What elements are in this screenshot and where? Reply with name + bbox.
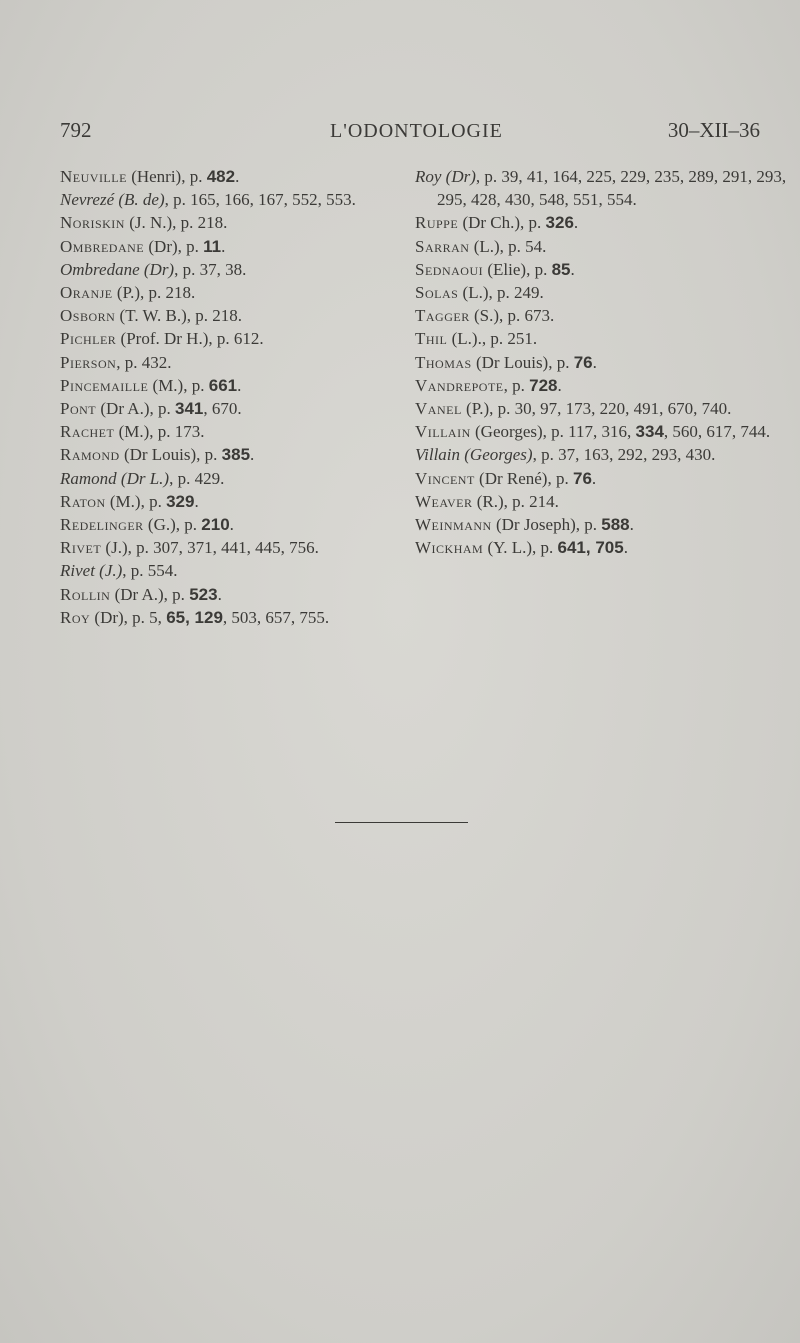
entry-pages-bold: 85 <box>551 259 571 279</box>
index-entry <box>60 397 400 420</box>
entry-name-italic: Villain (Georges) <box>415 445 533 465</box>
entry-pages: (Dr Louis), p. <box>119 445 222 465</box>
entry-pages-bold: 334 <box>635 422 664 442</box>
entry-pages-tail: . <box>237 375 242 395</box>
entry-name: Thil <box>415 329 448 349</box>
index-entry <box>415 467 795 490</box>
entry-pages: , p. 37, 163, 292, 293, 430. <box>532 445 716 465</box>
entry-pages: , p. <box>503 375 530 395</box>
index-column-right <box>415 165 795 559</box>
entry-name: Weinmann <box>415 515 492 535</box>
index-entry <box>60 490 400 513</box>
index-entry <box>60 513 400 536</box>
index-entry <box>60 420 400 443</box>
entry-name: Vanel <box>415 399 462 419</box>
entry-pages: (L.), p. 54. <box>469 236 547 256</box>
entry-pages: (Dr), p. <box>144 236 204 256</box>
entry-name: Pierson <box>60 352 117 372</box>
entry-pages-bold: 65, 129 <box>166 607 223 627</box>
index-entry <box>415 235 795 258</box>
index-entry <box>415 490 795 513</box>
index-entry <box>60 304 400 327</box>
entry-pages-tail: . <box>194 491 199 511</box>
entry-pages: (P.), p. 30, 97, 173, 220, 491, 670, 740. <box>461 399 732 419</box>
entry-pages-bold: 76 <box>572 468 592 488</box>
entry-name-italic: Nevrezé (B. de) <box>60 190 165 210</box>
entry-pages-tail: , 560, 617, 744. <box>663 422 771 442</box>
index-entry <box>415 420 795 443</box>
index-entry <box>60 281 400 304</box>
page-header <box>60 118 760 148</box>
index-entry <box>60 559 400 582</box>
entry-pages: (Dr René), p. <box>474 468 573 488</box>
index-entry <box>60 467 400 490</box>
entry-pages: (M.), p. 173. <box>114 422 205 442</box>
entry-pages: (M.), p. <box>148 375 209 395</box>
entry-pages-tail: . <box>235 167 240 186</box>
index-entry <box>415 536 795 559</box>
index-entry <box>60 258 400 281</box>
issue-date: 30–XII–36 <box>667 118 760 142</box>
entry-pages: (R.), p. 214. <box>472 491 559 511</box>
entry-pages-bold: 76 <box>573 352 593 372</box>
entry-pages: (L.)., p. 251. <box>447 329 538 349</box>
entry-pages: (Y. L.), p. <box>483 538 558 558</box>
entry-pages: , p. 165, 166, 167, 552, 553. <box>164 190 356 210</box>
entry-pages-tail: . <box>217 584 222 604</box>
entry-pages: (J.), p. 307, 371, 441, 445, 756. <box>101 538 319 558</box>
entry-name: Vincent <box>415 468 475 488</box>
entry-pages-bold: 11 <box>203 236 222 256</box>
entry-name-italic: Roy (Dr) <box>415 167 476 186</box>
entry-pages: (Elie), p. <box>483 259 552 279</box>
entry-pages: (G.), p. <box>143 515 202 535</box>
index-entry <box>415 443 795 466</box>
entry-name: Rachet <box>60 422 115 442</box>
entry-pages: (Dr), p. 5, <box>90 607 167 627</box>
index-entry <box>415 327 795 350</box>
index-entry <box>415 351 795 374</box>
entry-name: Oranje <box>60 283 113 303</box>
entry-name: Roy <box>60 607 91 627</box>
entry-pages-bold: 588 <box>601 515 630 535</box>
entry-pages-bold: 641, 705 <box>557 538 624 558</box>
index-entry <box>60 374 400 397</box>
entry-name: Neuville <box>60 167 127 186</box>
entry-name: Sarran <box>415 236 470 256</box>
entry-name-italic: Ombredane (Dr) <box>60 259 175 279</box>
entry-pages-bold: 210 <box>201 515 230 535</box>
entry-name: Sednaoui <box>415 259 484 279</box>
index-entry <box>60 188 400 211</box>
entry-pages: (Dr A.), p. <box>110 584 190 604</box>
entry-name: Osborn <box>60 306 116 326</box>
journal-title: L'ODONTOLOGIE <box>330 120 503 142</box>
index-entry <box>415 374 795 397</box>
entry-pages-tail: . <box>629 515 634 535</box>
entry-pages-bold: 385 <box>221 445 251 465</box>
index-entry <box>60 235 400 258</box>
entry-pages: (Henri), p. <box>126 167 207 186</box>
page-number: 792 <box>60 118 92 142</box>
entry-pages-tail: , 670. <box>203 399 242 419</box>
entry-name-italic: Rivet (J.) <box>60 561 123 581</box>
index-entry <box>60 583 400 606</box>
entry-name: Solas <box>415 283 459 303</box>
entry-pages-tail: . <box>570 259 575 279</box>
index-entry <box>415 165 795 211</box>
entry-pages-bold: 326 <box>545 213 574 233</box>
entry-pages-tail: . <box>557 375 562 395</box>
entry-pages-tail: . <box>250 445 255 465</box>
entry-pages-bold: 329 <box>166 491 195 511</box>
entry-name: Thomas <box>415 352 472 372</box>
entry-name: Pincemaille <box>60 375 149 395</box>
index-entry <box>415 211 795 234</box>
entry-name: Tagger <box>415 306 470 326</box>
index-entry <box>415 281 795 304</box>
index-column-left <box>60 165 400 629</box>
entry-pages: (J. N.), p. 218. <box>124 213 228 233</box>
entry-pages: (Dr A.), p. <box>96 399 175 419</box>
entry-name: Redelinger <box>60 515 144 535</box>
entry-pages: (L.), p. 249. <box>458 283 544 303</box>
index-entry <box>60 351 400 374</box>
index-entry <box>60 211 400 234</box>
entry-name: Weaver <box>415 491 473 511</box>
entry-pages: , p. 554. <box>122 561 178 581</box>
index-entry <box>60 165 400 188</box>
end-rule <box>335 822 468 823</box>
index-entry <box>60 443 400 466</box>
entry-pages: , p. 37, 38. <box>174 259 247 279</box>
index-entry <box>415 258 795 281</box>
entry-name: Rivet <box>60 538 102 558</box>
entry-name: Ramond <box>60 445 120 465</box>
index-entry <box>415 513 795 536</box>
entry-name: Ruppe <box>415 213 459 233</box>
entry-name: Pont <box>60 399 97 419</box>
entry-pages: , p. 429. <box>169 468 225 488</box>
index-entry <box>60 606 400 629</box>
entry-name: Villain <box>415 422 471 442</box>
entry-pages: (T. W. B.), p. 218. <box>115 306 243 326</box>
entry-pages: , p. 39, 41, 164, 225, 229, 235, 289, 291, 293, 295, 428, 430, 548, 551, 554. <box>437 167 787 210</box>
index-entry <box>60 327 400 350</box>
entry-pages: (P.), p. 218. <box>112 283 196 303</box>
entry-pages: (Georges), p. 117, 316, <box>470 422 636 442</box>
entry-name: Vandrepote <box>415 375 504 395</box>
entry-pages: (Dr Ch.), p. <box>458 213 546 233</box>
entry-name: Wickham <box>415 538 484 558</box>
entry-pages: (Dr Joseph), p. <box>491 515 602 535</box>
entry-name: Ombredane <box>60 236 145 256</box>
entry-pages-bold: 523 <box>189 584 218 604</box>
index-entry <box>415 304 795 327</box>
entry-pages-tail: . <box>623 538 628 558</box>
entry-pages: (M.), p. <box>105 491 167 511</box>
entry-pages: (S.), p. 673. <box>469 306 555 326</box>
entry-pages-tail: , 503, 657, 755. <box>222 607 330 627</box>
entry-name: Pichler <box>60 329 117 349</box>
index-entry <box>415 397 795 420</box>
entry-name-italic: Ramond (Dr L.) <box>60 468 170 488</box>
index-entry <box>60 536 400 559</box>
entry-pages-bold: 661 <box>208 375 238 395</box>
entry-name: Rollin <box>60 584 111 604</box>
entry-pages: (Dr Louis), p. <box>471 352 574 372</box>
entry-pages: , p. 432. <box>116 352 172 372</box>
entry-pages-tail: . <box>591 468 597 488</box>
entry-pages-tail: . <box>573 213 579 233</box>
entry-name: Noriskin <box>60 213 125 233</box>
entry-name: Raton <box>60 491 106 511</box>
entry-pages-tail: . <box>221 236 226 256</box>
entry-pages-bold: 341 <box>174 399 204 419</box>
entry-pages-bold: 728 <box>529 375 558 395</box>
entry-pages-bold: 482 <box>206 167 236 186</box>
entry-pages-tail: . <box>592 352 597 372</box>
entry-pages: (Prof. Dr H.), p. 612. <box>116 329 264 349</box>
entry-pages-tail: . <box>229 515 234 535</box>
